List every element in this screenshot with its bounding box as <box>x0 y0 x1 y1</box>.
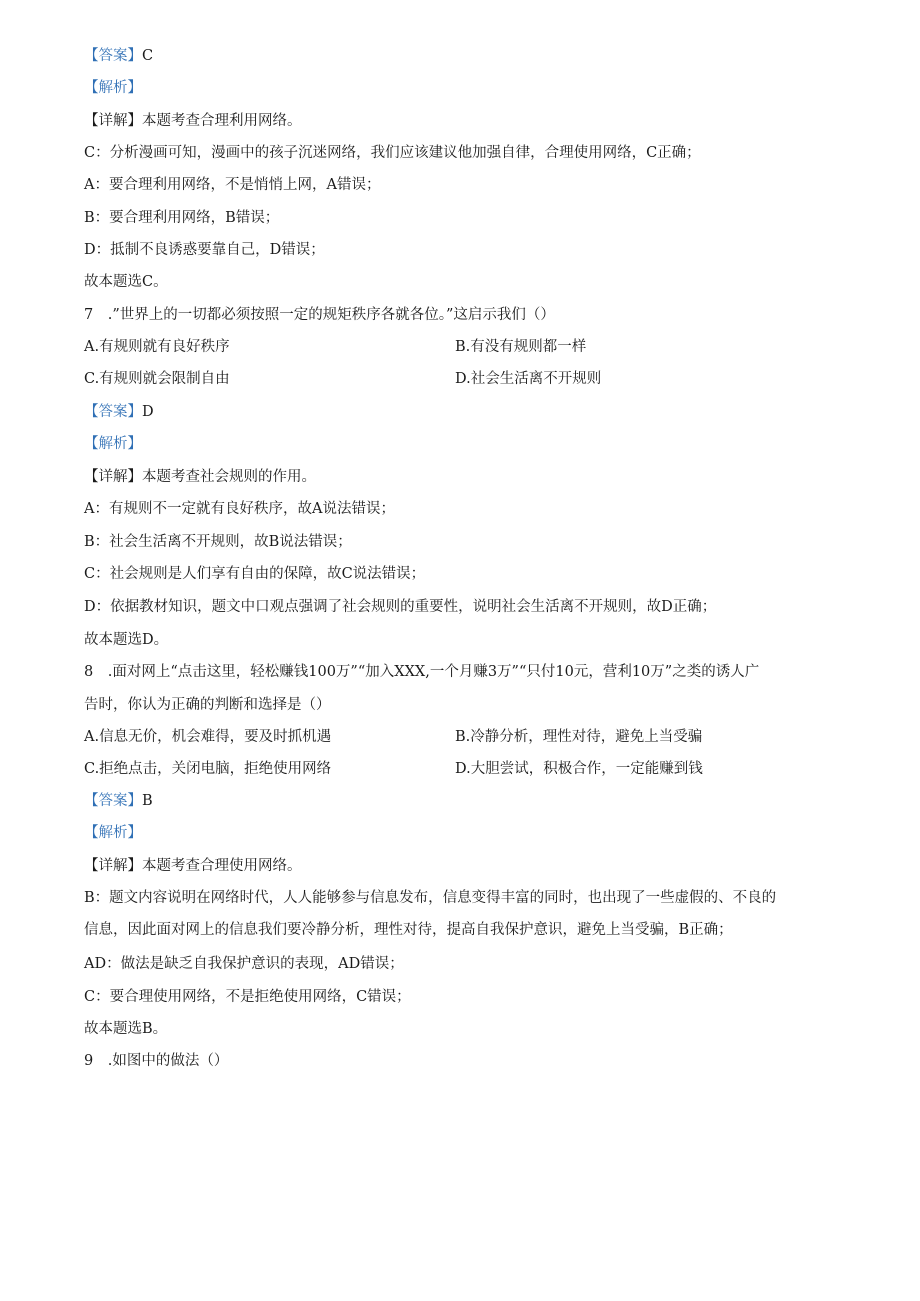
answer-tag: 【答案】 <box>84 793 142 809</box>
explanation-line: B：要合理利用网络，B错误； <box>84 210 280 226</box>
explanation-line: B：题文内容说明在网络时代，人人能够参与信息发布，信息变得丰富的同时，也出现了一些虚假的、不良的 <box>84 890 777 906</box>
conclusion-line: 故本题选D。 <box>84 632 169 648</box>
question-stem: 8 .面对网上“点击这里，轻松赚钱100万”“加入XXX,一个月赚3万”“只付10元，营利10万”之类的诱人广 <box>84 664 760 680</box>
option-a: A.信息无价，机会难得，要及时抓机遇 <box>84 729 332 745</box>
explanation-line: D：依据教材知识，题文中口观点强调了社会规则的重要性，说明社会生活离不开规则，故D正确； <box>84 599 717 615</box>
detail-line: 【详解】本题考查合理使用网络。 <box>84 858 302 874</box>
explanation-line: C：社会规则是人们享有自由的保障，故C说法错误； <box>84 566 426 582</box>
analysis-tag: 【解析】 <box>84 436 142 452</box>
question-stem: 7 .”世界上的一切都必须按照一定的规矩秩序各就各位。”这启示我们（） <box>84 307 555 323</box>
option-d: D.大胆尝试，积极合作，一定能赚到钱 <box>455 761 703 777</box>
option-d: D.社会生活离不开规则 <box>455 371 602 387</box>
option-c: C.有规则就会限制自由 <box>84 371 230 387</box>
analysis-tag: 【解析】 <box>84 825 142 841</box>
option-b: B.冷静分析，理性对待，避免上当受骗 <box>455 729 703 745</box>
explanation-line: C：分析漫画可知，漫画中的孩子沉迷网络，我们应该建议他加强自律，合理使用网络，C正确； <box>84 145 701 161</box>
conclusion-line: 故本题选C。 <box>84 274 168 290</box>
analysis-tag: 【解析】 <box>84 80 142 96</box>
answer-line <box>84 46 153 66</box>
option-b: B.有没有规则都一样 <box>455 339 587 355</box>
option-c: C.拒绝点击，关闭电脑，拒绝使用网络 <box>84 761 332 777</box>
explanation-line: D：抵制不良诱惑要靠自己，D错误； <box>84 242 325 258</box>
explanation-line: 信息，因此面对网上的信息我们要冷静分析，理性对待，提高自我保护意识，避免上当受骗，B正确； <box>84 922 733 938</box>
explanation-line: B：社会生活离不开规则，故B说法错误； <box>84 534 352 550</box>
explanation-line: A：要合理利用网络，不是悄悄上网，A错误； <box>84 177 381 193</box>
answer-value: D <box>142 404 154 420</box>
detail-line: 【详解】本题考查合理利用网络。 <box>84 113 302 129</box>
explanation-line: C：要合理使用网络，不是拒绝使用网络，C错误； <box>84 989 411 1005</box>
answer-tag: 【答案】 <box>84 48 142 64</box>
answer-line <box>84 402 154 422</box>
answer-line <box>84 791 153 811</box>
question-stem-continued: 告时，你认为正确的判断和选择是（） <box>84 697 331 713</box>
conclusion-line: 故本题选B。 <box>84 1021 168 1037</box>
answer-value: B <box>142 793 153 809</box>
answer-value: C <box>142 48 154 64</box>
answer-tag: 【答案】 <box>84 404 142 420</box>
explanation-line: A：有规则不一定就有良好秩序，故A说法错误； <box>84 501 395 517</box>
detail-line: 【详解】本题考查社会规则的作用。 <box>84 469 316 485</box>
explanation-line: AD：做法是缺乏自我保护意识的表现，AD错误； <box>84 956 404 972</box>
question-stem: 9 .如图中的做法（） <box>84 1053 229 1069</box>
option-a: A.有规则就有良好秩序 <box>84 339 230 355</box>
